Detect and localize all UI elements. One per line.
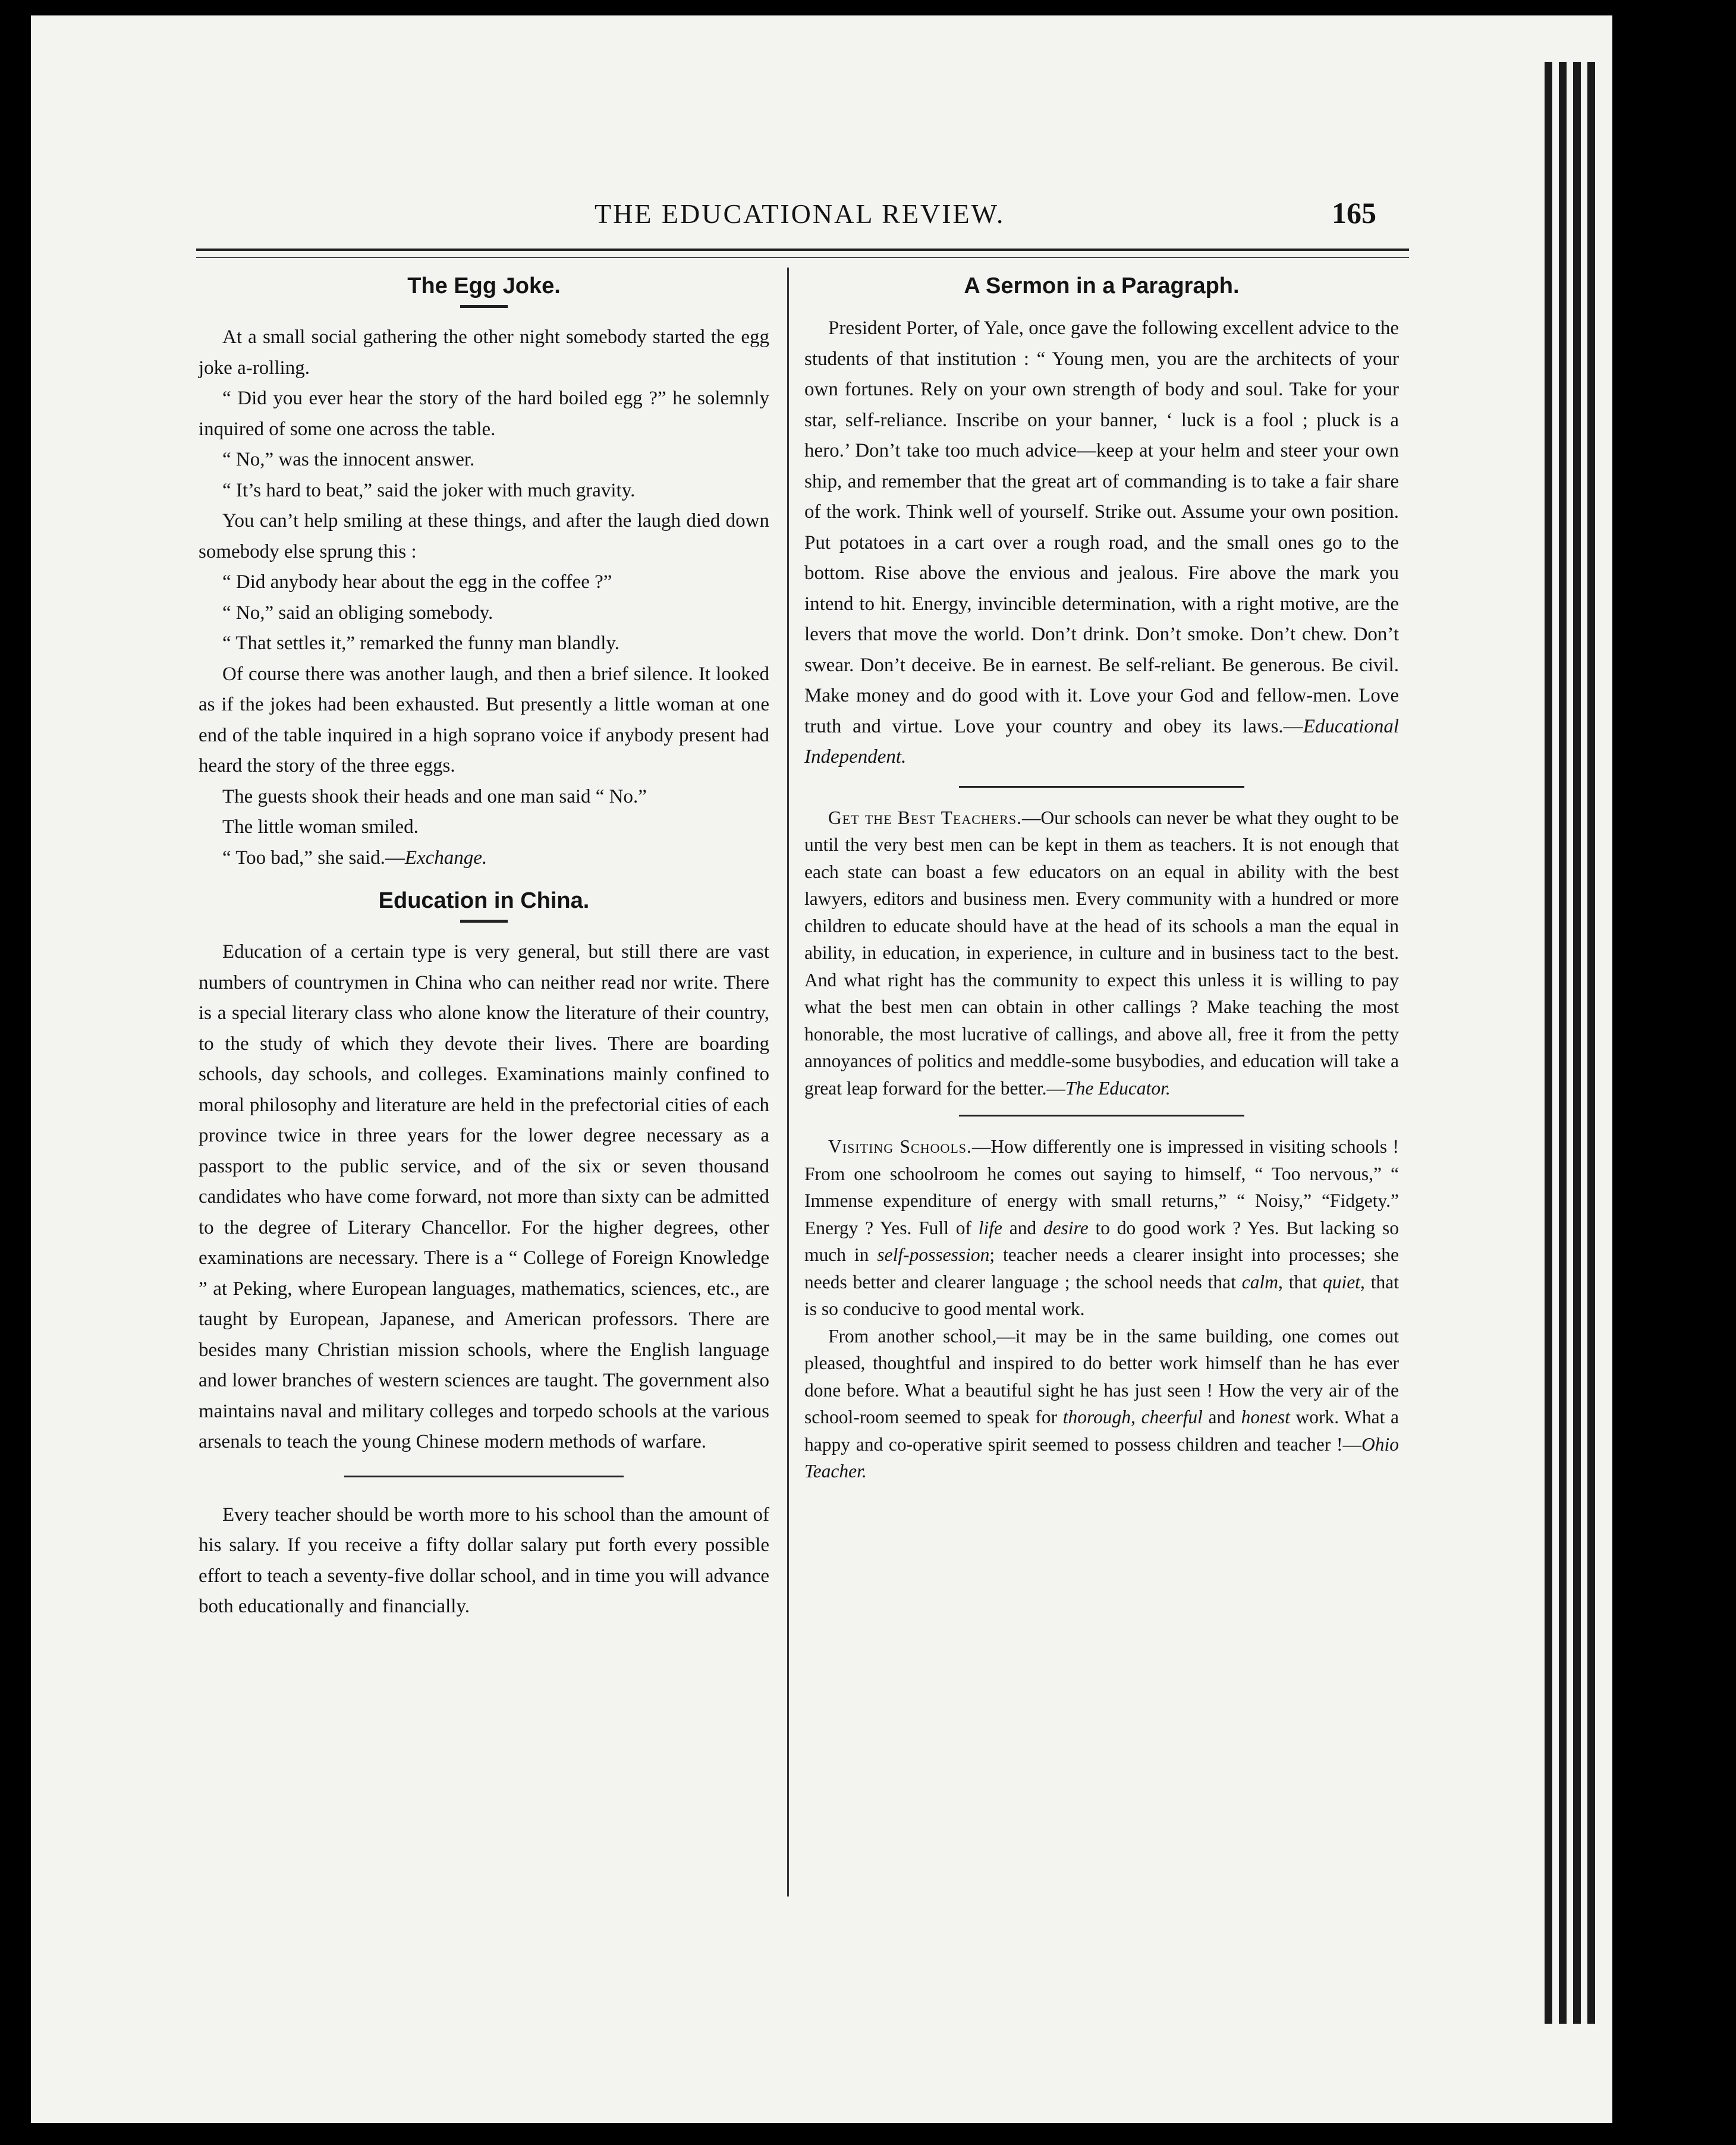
paragraph [804,1323,1399,1485]
visiting-schools-article [804,1133,1399,1485]
section-rule [344,1476,624,1477]
sermon-article [804,271,1399,773]
source-credit: Exchange. [404,847,488,869]
binding-edge-stripe [1559,62,1567,2024]
header-rule [196,249,1409,251]
paragraph-text: , that is so conducive to good mental work. [804,1271,1399,1319]
paragraph: “ That settles it,” remarked the funny man blandly. [222,633,620,654]
paragraph: Every teacher should be worth more to his school than the amount of his salary. If you receive a fifty dollar salary put forth every possible effort to teach a seventy-five dollar school, and in time you will advance both educationally and financially. [199,1504,769,1617]
running-title: THE EDUCATIONAL REVIEW. [595,199,1005,229]
page-number: 165 [1332,196,1376,229]
section-rule [959,786,1244,788]
source-credit: Ohio Teacher. [804,1433,1399,1482]
paragraph [804,313,1399,773]
paragraph-text: “ Too bad,” she said.— [222,847,405,869]
emphasis: honest [1241,1407,1290,1427]
emphasis: self-possession [877,1244,990,1265]
paragraph-text: to do good work ? Yes. But lacking so much in [804,1217,1399,1265]
binding-edge-stripe [1573,62,1581,2024]
paragraph-text: work. What a happy and co-operative spirit seemed to possess children and teacher !— [804,1407,1400,1455]
article-title: The Egg Joke. [407,273,561,298]
education-in-china-article [199,885,769,1458]
left-column [199,271,769,1622]
paragraph-text: ; teacher needs a clearer insight into processes; she needs better and clearer language ; the school needs that [804,1244,1399,1292]
teacher-salary-article [199,1500,769,1622]
emphasis: calm [1241,1271,1279,1292]
paragraph-text: President Porter, of Yale, once gave the following excellent advice to the students of that institution : “ Young men, you are the architects of your own fortunes. Rely on your own strength of body and soul. Take for your star, self-reliance. Inscribe on your banner, ‘ luck is a fool ; pluck is a hero.’ Don’t take too much advice—keep at your helm and steer your own ship, and remember that the great art of commanding is to take a fair share of the work. Think well of yourself. Strike out. Assume your own position. Put potatoes in a cart over a rough road, and the small ones go to the bottom. Rise above the envious and jealous. Fire above the mark you intend to hit. Energy, invincible determination, with a right motive, are the levers that move the world. Don’t drink. Don’t smoke. Don’t chew. Don’t swear. Don’t deceive. Be in earnest. Be self-reliant. Be generous. Be civil. Make money and do good with it. Love your God and fellow-men. Love truth and virtue. Love your country and obey its laws.— [804,317,1399,737]
article-title: A Sermon in a Paragraph. [964,273,1240,298]
paragraph-text: —How differently one is impressed in visiting schools ! From one schoolroom he comes out saying to himself, “ Too nervous,” “ Immense expenditure of energy with small returns,” “ Noisy,” “Fidgety.” Energy ? Yes. Full of [804,1136,1399,1238]
paragraph [804,1133,1399,1323]
best-teachers-article [804,804,1399,1102]
title-dash [460,920,508,923]
emphasis: desire [1043,1217,1089,1238]
paragraph-text: From another school,—it may be in the same building, one comes out pleased, thoughtful and inspired to do better work himself than he has ever done before. What a beautiful sight he has just seen ! How the very air of the school-room seemed to speak for [804,1325,1399,1427]
source-credit: The Educator. [1065,1077,1171,1099]
paragraph: Education of a certain type is very general, but still there are vast numbers of countrymen in China who can neither read nor write. There is a special literary class who alone know the literature of their country, to the study of which they devote their lives. There are boarding schools, day schools, and colleges. Examinations mainly confined to moral philosophy and literature are held in the prefectorial cities of each province twice in three years for the lower degree necessary as a passport to the public service, and of the six or seven thousand candidates who have come forward, not more than sixty can be admitted to the degree of Literary Chancellor. For the higher degrees, other examinations are necessary. There is a “ College of Foreign Knowledge ” at Peking, where European languages, mathematics, sciences, etc., are taught by European, Japanese, and American professors. There are besides many Christian mission schools, where the English language and lower branches of western sciences are taught. The government also maintains naval and military colleges and torpedo schools at the various arsenals to teach the young Chinese modern methods of warfare. [199,941,769,1452]
paragraph: Of course there was another laugh, and then a brief silence. It looked as if the jokes had been exhausted. But presently a little woman at one end of the table inquired in a high soprano voice if anybody present had heard the story of the three eggs. [199,663,769,776]
right-column [804,271,1399,1485]
emphasis: life [978,1217,1002,1238]
paragraph-text: , that [1278,1271,1323,1292]
paragraph: At a small social gathering the other night somebody started the egg joke a-rolling. [199,326,769,379]
section-rule [959,1115,1244,1116]
column-divider [787,268,789,1896]
paragraph-text: , [1131,1407,1141,1427]
paragraph-text: and [1202,1407,1241,1427]
paragraph: “ No,” said an obliging somebody. [222,602,493,624]
binding-edge-stripe [1587,62,1595,2024]
lead-in: Get the Best Teachers. [828,807,1023,828]
emphasis: cheerful [1141,1407,1203,1427]
spacer [199,873,769,885]
emphasis: thorough [1062,1407,1131,1427]
paragraph-text: —Our schools can never be what they ought to be until the very best men can be kept in them as teachers. It is not enough that each state can boast a few educators on an equal in ability with the best lawyers, editors and business men. Every community with a hundred or more children to educate should have at the head of its schools a man the equal in ability, in education, in experience, in culture and in business tact to the best. And what right has the community to expect this unless it is willing to pay what the best men can obtain in other callings ? Make teaching the most honorable, the most lucrative of callings, and above all, free it from the petty annoyances of politics and meddle-some busybodies, and education will take a great leap forward for the better.— [804,807,1399,1099]
paragraph: You can’t help smiling at these things, and after the laugh died down somebody else sprung this : [199,510,769,562]
paragraph-text: and [1002,1217,1043,1238]
source-credit: Educational Independent. [804,715,1399,768]
header-rule [196,257,1409,258]
article-title: Education in China. [378,888,590,913]
lead-in: Visiting Schools. [828,1136,972,1157]
paragraph: “ Did anybody hear about the egg in the coffee ?” [222,571,612,593]
paragraph: “ Did you ever hear the story of the hard boiled egg ?” he solemnly inquired of some one across the table. [199,388,769,440]
binding-edge-stripe [1545,62,1552,2024]
paragraph [804,804,1399,1102]
egg-joke-article [199,271,769,873]
paragraph: “ No,” was the innocent answer. [222,449,475,470]
paragraph [199,843,769,874]
paragraph: The little woman smiled. [222,816,419,838]
title-dash [460,305,508,308]
paragraph: “ It’s hard to beat,” said the joker with much gravity. [222,479,636,501]
paragraph: The guests shook their heads and one man said “ No.” [222,785,647,807]
emphasis: quiet [1322,1271,1360,1292]
